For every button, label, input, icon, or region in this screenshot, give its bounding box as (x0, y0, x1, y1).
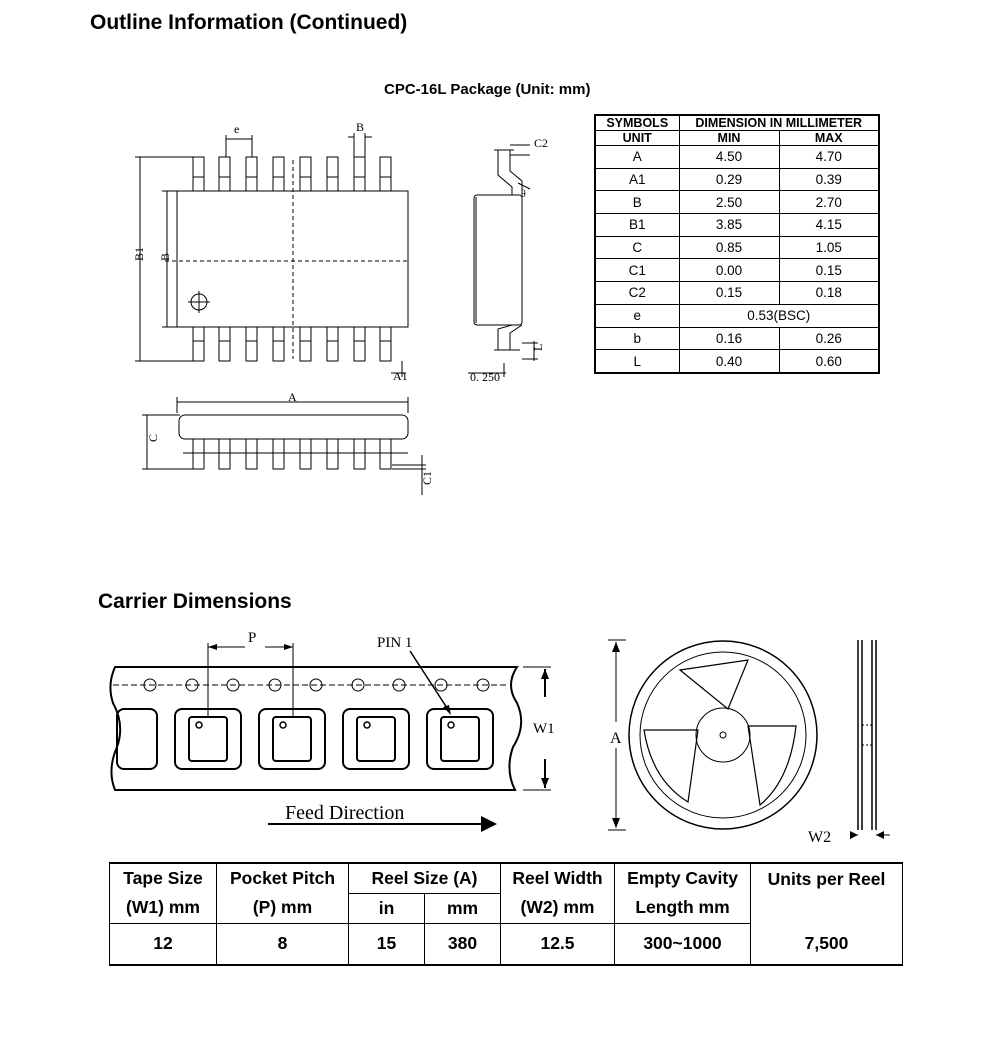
carrier-table (109, 862, 903, 966)
label-a: A (288, 390, 297, 404)
v-reel-in: 15 (349, 923, 425, 965)
label-w2: W2 (808, 829, 832, 846)
label-b1: B1 (132, 246, 146, 261)
table-row: B 2.50 2.70 (595, 191, 879, 214)
section-title-carrier: Carrier Dimensions (98, 590, 292, 613)
table-row: C 0.85 1.05 (595, 236, 879, 259)
max-header: MAX (779, 131, 879, 146)
label-theta: θ (521, 189, 526, 200)
v-units: 7,500 (751, 923, 903, 965)
min-header: MIN (679, 131, 779, 146)
label-pin1: PIN 1 (377, 635, 413, 651)
h-reel-mm: mm (425, 893, 501, 923)
table-row: b 0.16 0.26 (595, 327, 879, 350)
symbols-header: SYMBOLS (595, 115, 679, 131)
section-title-outline: Outline Information (Continued) (90, 11, 408, 34)
label-p: P (248, 630, 257, 646)
h-width-1: Reel Width (501, 863, 615, 893)
v-width: 12.5 (501, 923, 615, 965)
label-c1: C1 (420, 470, 434, 485)
label-a1: A1 (393, 369, 408, 383)
table-row: B1 3.85 4.15 (595, 214, 879, 237)
label-l: L (531, 343, 545, 351)
label-w1: W1 (533, 721, 555, 737)
h-reel-1: Reel Size (A) (349, 863, 501, 893)
label-thickness: 0. 250 (470, 370, 500, 384)
h-pitch-2: (P) mm (217, 893, 349, 923)
v-pitch: 8 (217, 923, 349, 965)
table-row: C2 0.15 0.18 (595, 282, 879, 305)
h-tape-2: (W1) mm (110, 893, 217, 923)
dimension-header: DIMENSION IN MILLIMETER (679, 115, 879, 131)
label-c2: C2 (534, 136, 549, 150)
h-reel-in: in (349, 893, 425, 923)
unit-header: UNIT (595, 131, 679, 146)
label-e: e (234, 122, 240, 136)
v-cavity: 300~1000 (615, 923, 751, 965)
package-outline-drawing (110, 115, 550, 500)
table-row: A1 0.29 0.39 (595, 168, 879, 191)
label-reel-a: A (610, 730, 622, 747)
table-row: A 4.50 4.70 (595, 146, 879, 169)
label-c: C (146, 433, 160, 442)
table-row: e 0.53(BSC) (595, 304, 879, 327)
package-title: CPC-16L Package (Unit: mm) (384, 81, 591, 98)
v-tape: 12 (110, 923, 217, 965)
h-width-2: (W2) mm (501, 893, 615, 923)
label-b-big: B (158, 252, 172, 261)
dimension-table (594, 114, 880, 374)
v-reel-mm: 380 (425, 923, 501, 965)
carrier-tape-drawing (105, 625, 570, 840)
h-cavity-2: Length mm (615, 893, 751, 923)
h-units: Units per Reel (751, 863, 903, 923)
label-feed-direction: Feed Direction (285, 802, 405, 824)
table-row: L 0.40 0.60 (595, 350, 879, 373)
reel-drawing (600, 630, 900, 850)
h-tape-1: Tape Size (110, 863, 217, 893)
label-b-small: B (356, 120, 365, 134)
h-cavity-1: Empty Cavity (615, 863, 751, 893)
h-pitch-1: Pocket Pitch (217, 863, 349, 893)
table-row: C1 0.00 0.15 (595, 259, 879, 282)
